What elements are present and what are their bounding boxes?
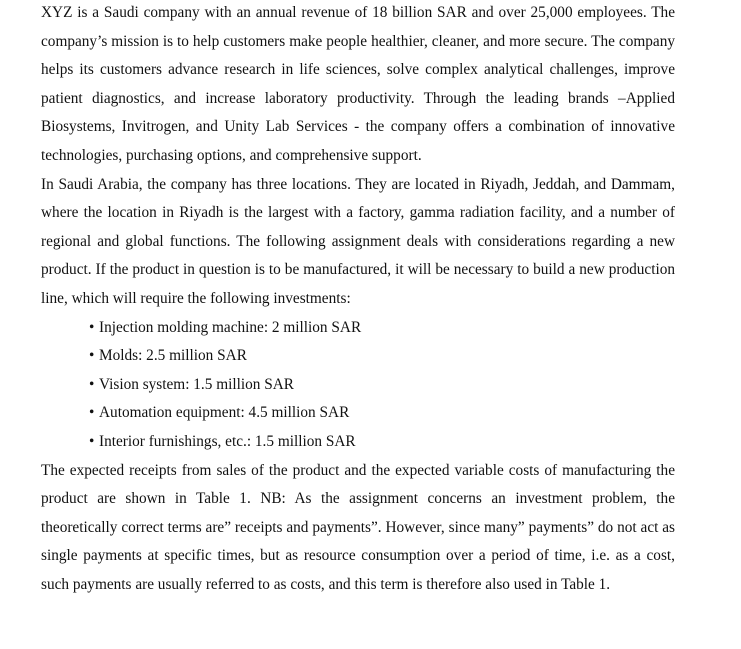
list-item (89, 371, 675, 400)
bullet-icon: • (89, 404, 95, 422)
document-page (41, 0, 675, 599)
investment-item-text: Interior furnishings, etc.: 1.5 million SAR (99, 432, 356, 450)
receipts-costs-paragraph: The expected receipts from sales of the product and the expected variable costs of manufacturing the product are shown in Table 1. NB: As the assignment concerns an investment problem, the theoretically correct terms are” receipts and payments”. However, since many” payments” do not act as single payments at specific times, but as resource consumption over a period of time, i.e. as a cost, such payments are usually referred to as costs, and this term is therefore also used in Table 1. (41, 461, 675, 593)
list-item (89, 314, 675, 343)
bullet-icon: • (89, 432, 95, 450)
locations-paragraph: In Saudi Arabia, the company has three locations. They are located in Riyadh, Jeddah, and Dammam, where the location in Riyadh is the largest with a factory, gamma radiation facility, and a number of regional and global functions. The following assignment deals with considerations regarding a new product. If the product in question is to be manufactured, it will be necessary to build a new production line, which will require the following investments: (41, 175, 675, 307)
investment-list (41, 314, 675, 457)
investment-item-text: Automation equipment: 4.5 million SAR (99, 404, 350, 422)
list-item (89, 428, 675, 457)
investment-item-text: Injection molding machine: 2 million SAR (99, 318, 362, 336)
bullet-icon: • (89, 375, 95, 393)
list-item (89, 342, 675, 371)
investment-item-text: Molds: 2.5 million SAR (99, 347, 247, 365)
bullet-icon: • (89, 318, 95, 336)
bullet-icon: • (89, 347, 95, 365)
company-overview-paragraph: XYZ is a Saudi company with an annual revenue of 18 billion SAR and over 25,000 employees. The company’s mission is to help customers make people healthier, cleaner, and more secure. The company helps its customers advance research in life sciences, solve complex analytical challenges, improve patient diagnostics, and increase laboratory productivity. Through the leading brands –Applied Biosystems, Invitrogen, and Unity Lab Services - the company offers a combination of innovative technologies, purchasing options, and comprehensive support. (41, 4, 675, 164)
investment-item-text: Vision system: 1.5 million SAR (99, 375, 294, 393)
list-item (89, 399, 675, 428)
